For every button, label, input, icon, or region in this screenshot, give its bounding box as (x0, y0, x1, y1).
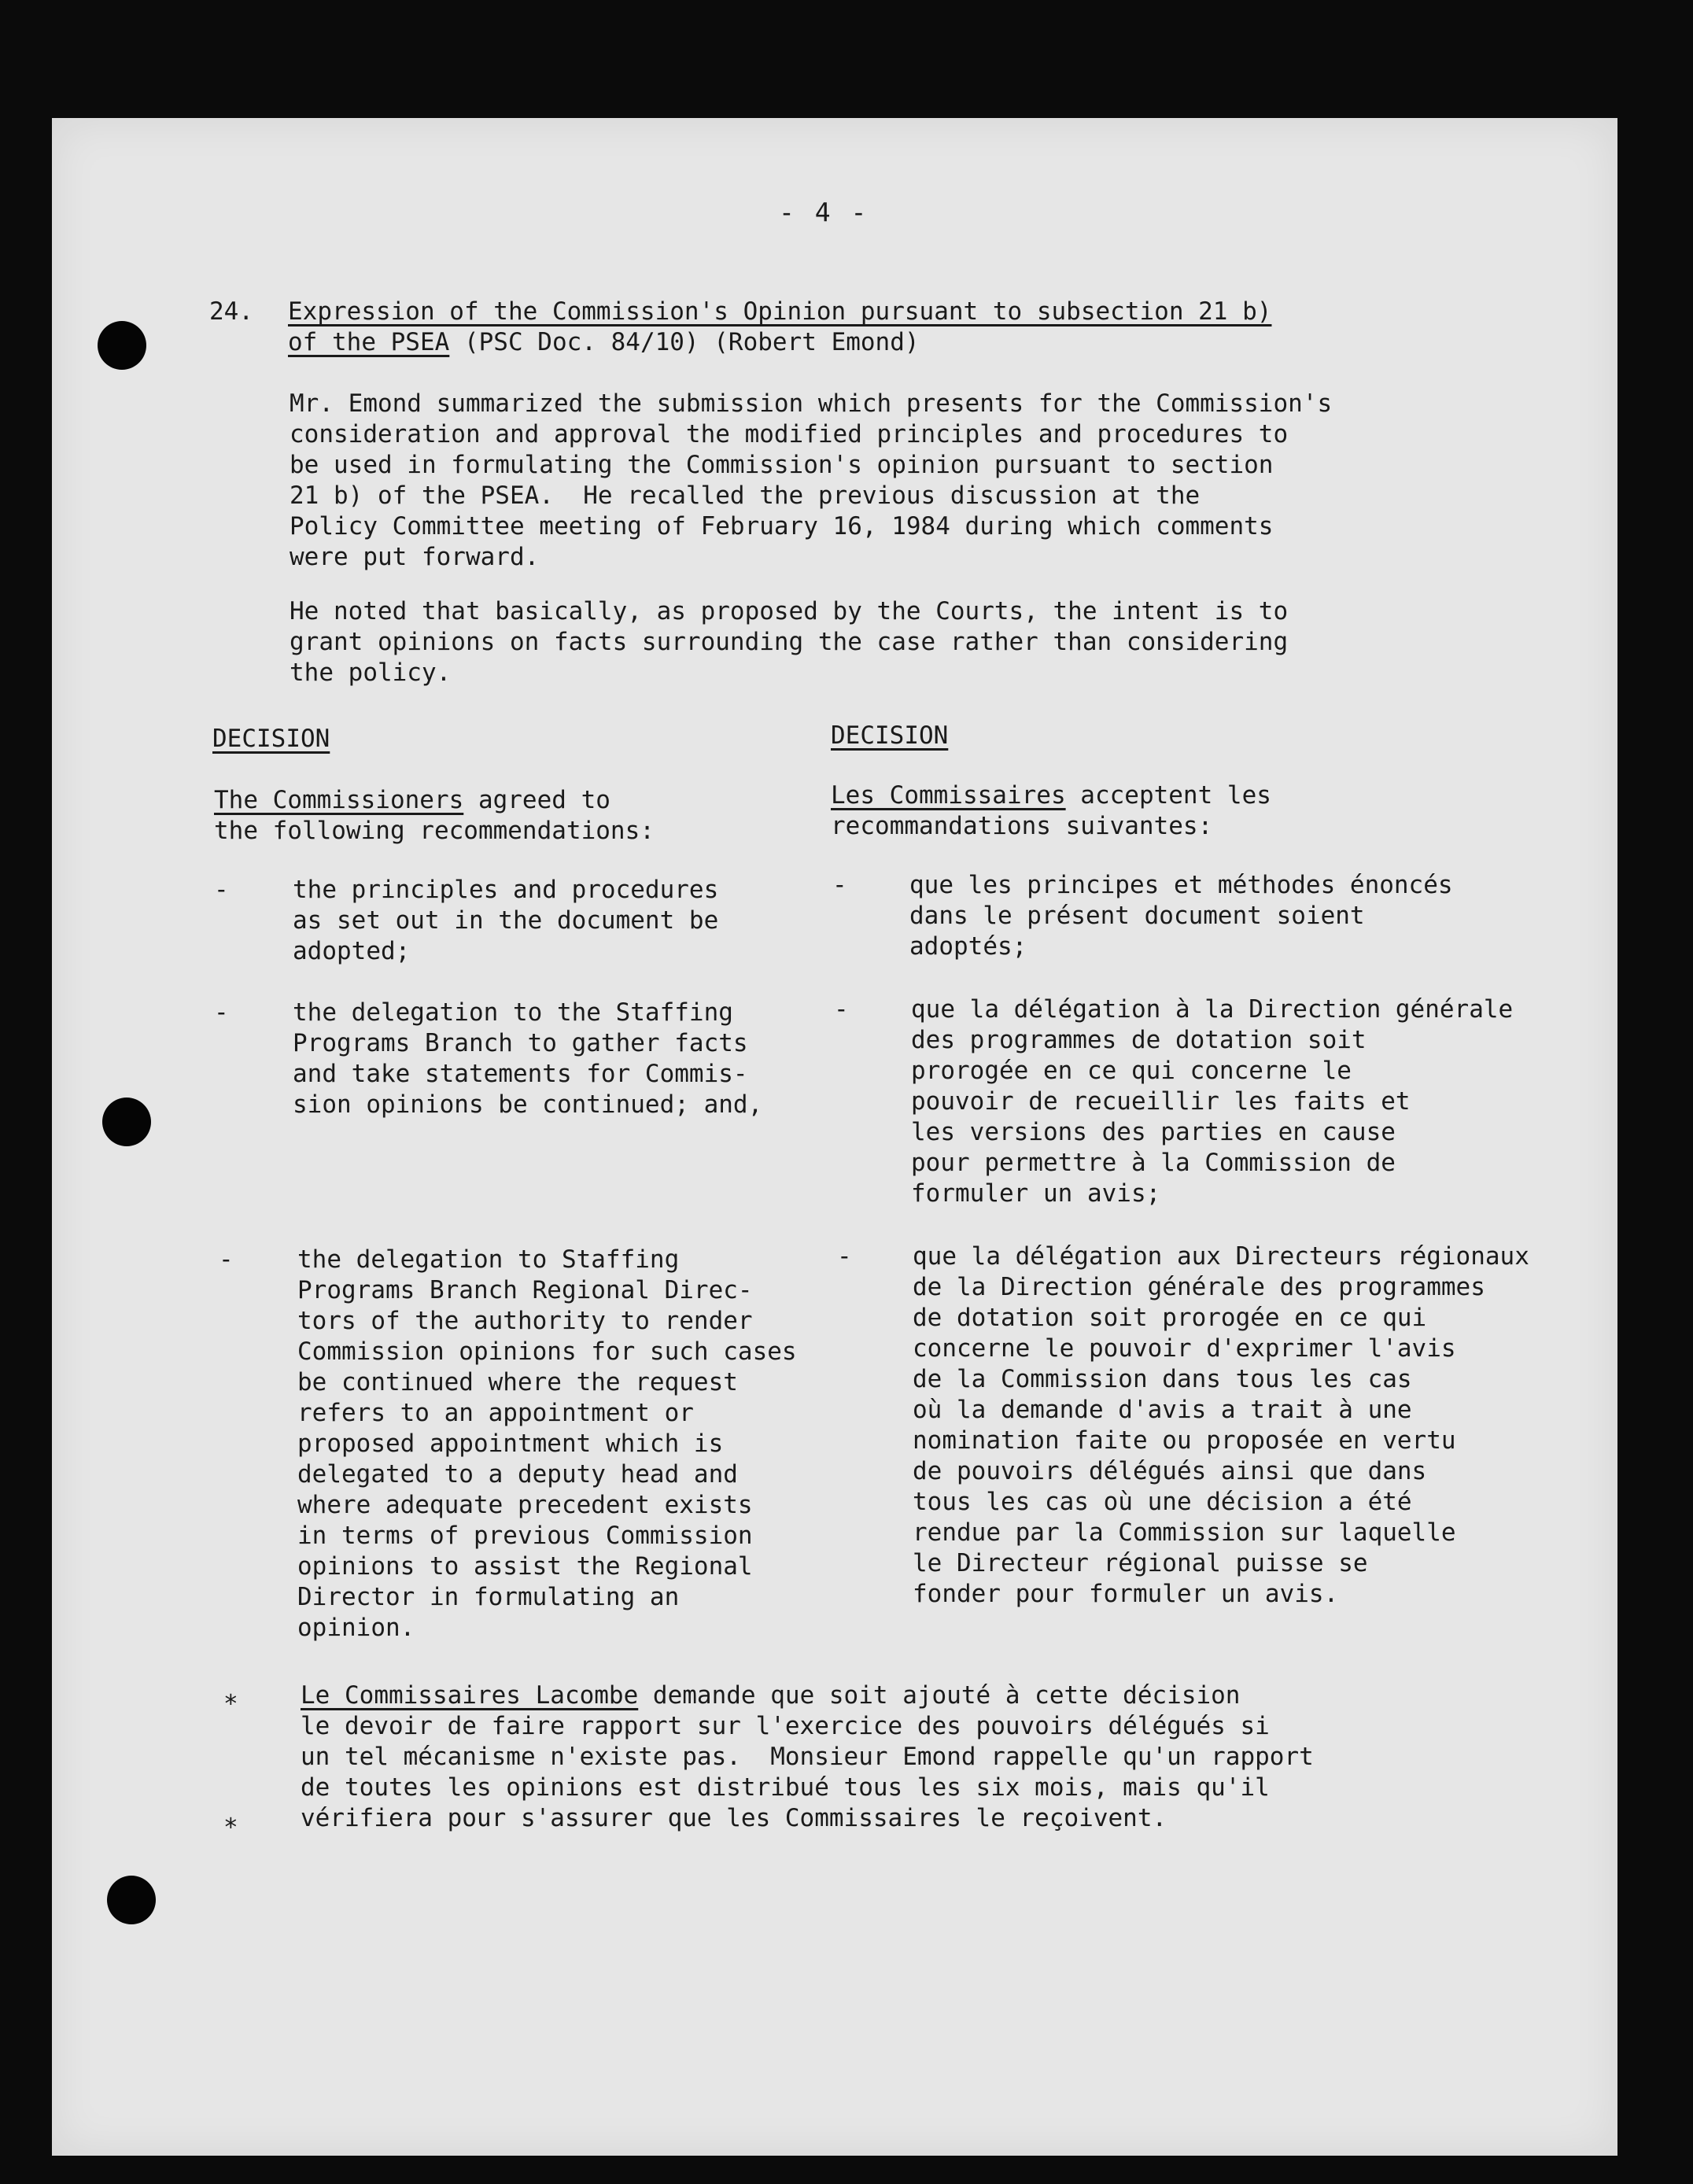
item-line: de dotation soit prorogée en ce qui (913, 1304, 1427, 1332)
english-item-1 (293, 875, 718, 967)
item-line: opinion. (297, 1614, 415, 1642)
note-line-rest: demande que soit ajouté à cette décision (638, 1681, 1241, 1710)
french-intro-line2: recommandations suivantes: (831, 812, 1213, 840)
item-line: be continued where the request (297, 1368, 738, 1396)
paragraph-line: be used in formulating the Commission's opinion pursuant to section (290, 451, 1274, 479)
item-line: pour permettre à la Commission de (911, 1149, 1396, 1177)
item-line: Director in formulating an (297, 1583, 680, 1611)
paragraph-line: the policy. (290, 659, 452, 687)
note-line: le devoir de faire rapport sur l'exercice des pouvoirs délégués si (301, 1712, 1270, 1740)
item-line: in terms of previous Commission (297, 1522, 753, 1550)
item-line: nomination faite ou proposée en vertu (913, 1426, 1456, 1455)
french-intro-subject: Les Commissaires (831, 781, 1066, 810)
item-line: the principles and procedures (293, 876, 719, 904)
item-line: the delegation to the Staffing (293, 998, 733, 1027)
french-intro-line1 (831, 780, 1271, 811)
item-title-reference: (PSC Doc. 84/10) (Robert Emond) (449, 328, 920, 356)
decision-heading-english: DECISION (212, 725, 330, 753)
item-line: formuler un avis; (911, 1179, 1161, 1208)
item-line: opinions to assist the Regional (297, 1552, 753, 1581)
note-line: vérifiera pour s'assurer que les Commissaires le reçoivent. (301, 1804, 1167, 1832)
note-line: de toutes les opinions est distribué tous les six mois, mais qu'il (301, 1773, 1270, 1802)
paragraph-line: Mr. Emond summarized the submission which presents for the Commission's (290, 389, 1333, 418)
item-line: the delegation to Staffing (297, 1245, 680, 1274)
paragraph-line: consideration and approval the modified principles and procedures to (290, 420, 1289, 448)
french-bullet-2: - (834, 995, 849, 1024)
note-paragraph (301, 1680, 1314, 1834)
note-commissioner: Le Commissaires Lacombe (301, 1681, 639, 1710)
item-line: pouvoir de recueillir les faits et (911, 1087, 1411, 1116)
item-title-line1: Expression of the Commission's Opinion pursuant to subsection 21 b) (288, 297, 1272, 326)
item-line: les versions des parties en cause (911, 1118, 1396, 1146)
paragraph-intent (290, 596, 1288, 688)
item-line: Commission opinions for such cases (297, 1337, 797, 1366)
page-number: - 4 - (779, 197, 869, 227)
item-line: le Directeur régional puisse se (913, 1549, 1368, 1577)
item-line: que la délégation aux Directeurs régionaux (913, 1242, 1529, 1271)
paragraph-line: grant opinions on facts surrounding the case rather than considering (290, 628, 1289, 656)
french-bullet-1: - (832, 871, 847, 899)
item-line: de la Direction générale des programmes (913, 1273, 1485, 1301)
french-item-1 (909, 870, 1453, 962)
paragraph-summary (290, 389, 1332, 573)
item-line: où la demande d'avis a trait à une (913, 1396, 1412, 1424)
english-bullet-3: - (219, 1245, 234, 1274)
item-line: fonder pour formuler un avis. (913, 1580, 1339, 1608)
item-line: proposed appointment which is (297, 1430, 724, 1458)
item-line: as set out in the document be (293, 906, 719, 935)
item-line: Programs Branch to gather facts (293, 1029, 748, 1057)
item-line: prorogée en ce qui concerne le (911, 1057, 1352, 1085)
item-line: que la délégation à la Direction générale (911, 995, 1514, 1024)
english-item-2 (293, 998, 762, 1120)
english-bullet-1: - (214, 876, 229, 904)
item-line: tors of the authority to render (297, 1307, 753, 1335)
note-line: un tel mécanisme n'existe pas. Monsieur Emond rappelle qu'un rapport (301, 1743, 1314, 1771)
item-line: concerne le pouvoir d'exprimer l'avis (913, 1334, 1456, 1363)
item-line: adopted; (293, 937, 411, 965)
item-number: 24. (209, 297, 253, 326)
english-bullet-2: - (214, 998, 229, 1027)
english-intro-line2: the following recommendations: (214, 817, 655, 845)
punch-hole-top (98, 321, 146, 370)
note-star-top: * (223, 1690, 238, 1718)
item-line: rendue par la Commission sur laquelle (913, 1518, 1456, 1547)
item-line: sion opinions be continued; and, (293, 1090, 763, 1119)
item-title-line2 (288, 327, 920, 358)
french-item-3 (913, 1241, 1529, 1610)
paragraph-line: Policy Committee meeting of February 16, 1984 during which comments (290, 512, 1274, 540)
item-title-psea: of the PSEA (288, 328, 450, 356)
punch-hole-middle (102, 1098, 151, 1146)
item-line: que les principes et méthodes énoncés (909, 871, 1453, 899)
item-line: de la Commission dans tous les cas (913, 1365, 1412, 1393)
punch-hole-bottom (107, 1876, 156, 1924)
item-line: and take statements for Commis- (293, 1060, 748, 1088)
french-intro-verb: acceptent les (1065, 781, 1271, 810)
note-star-bottom: * (223, 1813, 238, 1842)
english-intro-line1 (214, 785, 610, 816)
item-line: where adequate precedent exists (297, 1491, 753, 1519)
item-line: des programmes de dotation soit (911, 1026, 1367, 1054)
item-line: adoptés; (909, 932, 1027, 961)
decision-heading-french: DECISION (831, 721, 949, 750)
french-bullet-3: - (837, 1242, 852, 1271)
paragraph-line: were put forward. (290, 543, 540, 571)
french-item-2 (911, 994, 1513, 1209)
item-line: de pouvoirs délégués ainsi que dans (913, 1457, 1427, 1485)
note-line (301, 1680, 1314, 1711)
english-intro-verb: agreed to (463, 786, 610, 814)
item-line: delegated to a deputy head and (297, 1460, 738, 1489)
item-line: dans le présent document soient (909, 902, 1365, 930)
item-line: Programs Branch Regional Direc- (297, 1276, 753, 1304)
paragraph-line: 21 b) of the PSEA. He recalled the previous discussion at the (290, 481, 1201, 510)
english-intro-subject: The Commissioners (214, 786, 464, 814)
item-line: tous les cas où une décision a été (913, 1488, 1412, 1516)
english-item-3 (297, 1245, 797, 1644)
paragraph-line: He noted that basically, as proposed by the Courts, the intent is to (290, 597, 1289, 625)
item-line: refers to an appointment or (297, 1399, 694, 1427)
